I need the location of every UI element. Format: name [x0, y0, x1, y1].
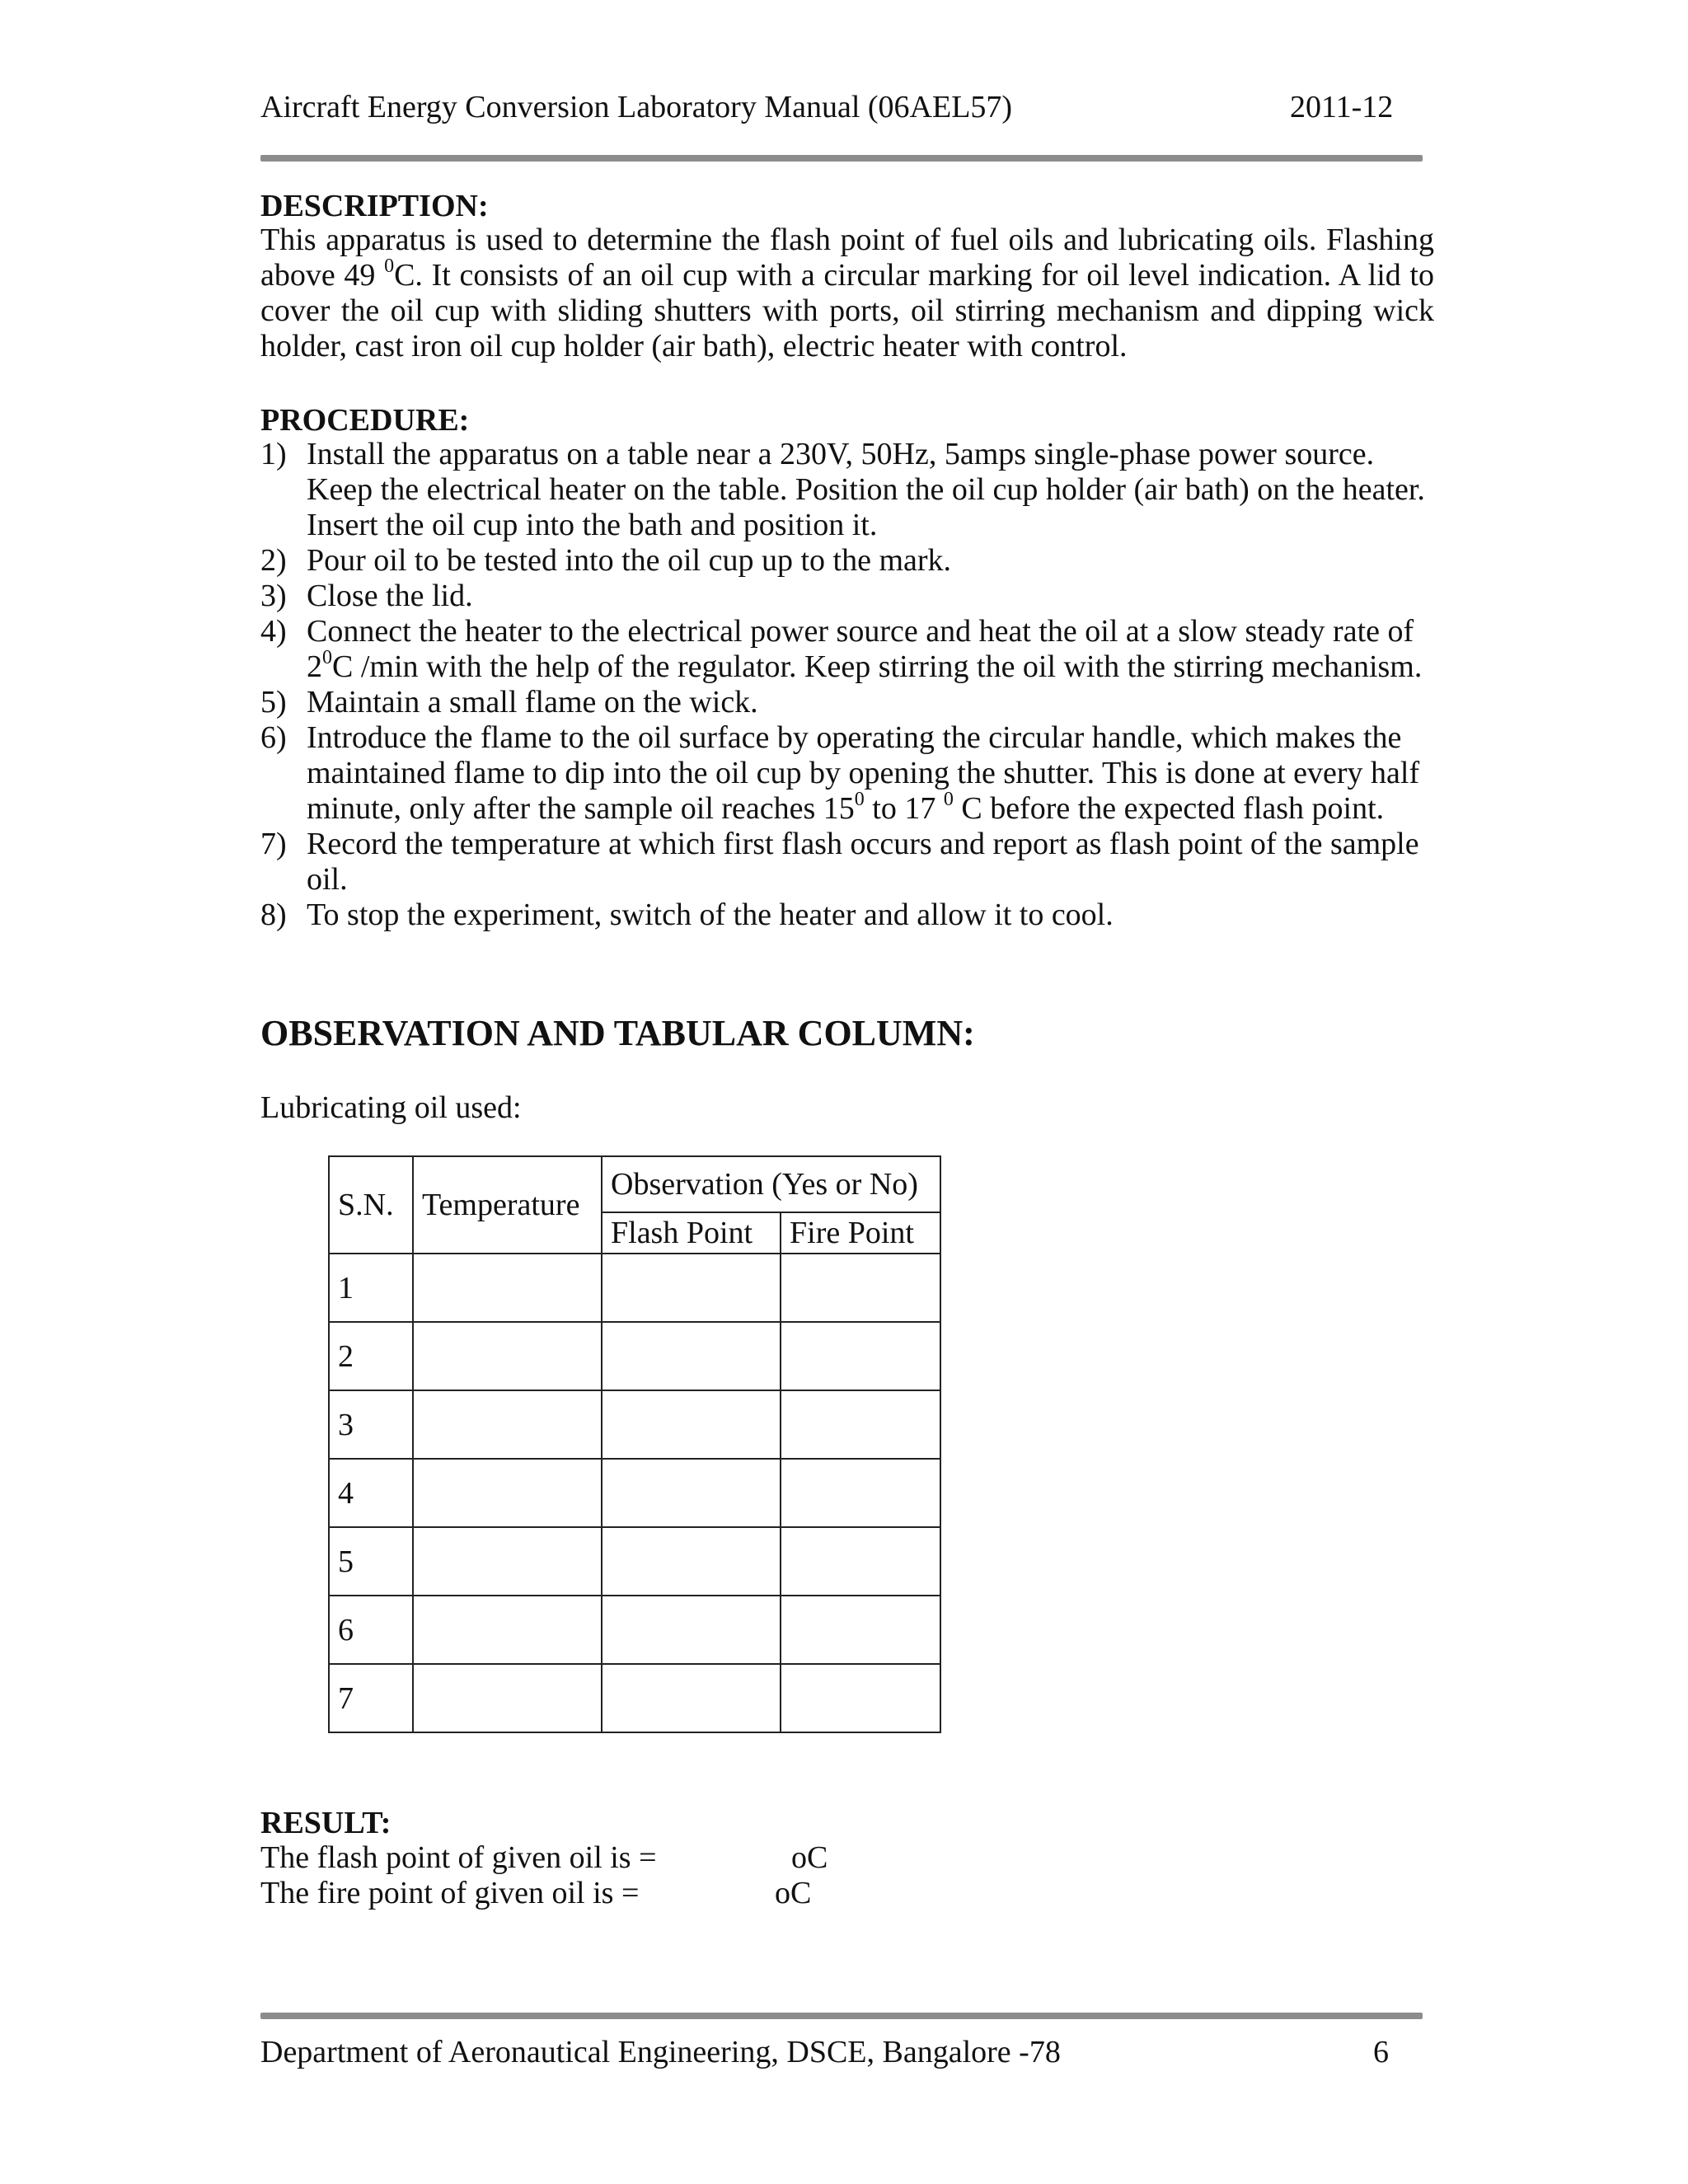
row-number: 6 — [329, 1596, 413, 1664]
col-header-fire-point: Fire Point — [781, 1212, 940, 1254]
col-header-sn: S.N. — [329, 1156, 413, 1254]
procedure-item: 7) Record the temperature at which first flash occurs and report as flash point of the sample oil. — [260, 827, 1419, 897]
header-year: 2011-12 — [1290, 90, 1394, 124]
table-row — [329, 1390, 940, 1459]
procedure-heading: PROCEDURE: — [260, 403, 470, 438]
col-header-temperature: Temperature — [413, 1156, 602, 1254]
procedure-item: 4) Connect the heater to the electrical power source and heat the oil at a slow steady rate of $2^0C$ /min with the help of the regulator. Keep stirring the oil with the stirring mechanism. — [260, 614, 1423, 684]
flash-point-cell — [602, 1527, 781, 1596]
flash-point-cell — [602, 1664, 781, 1732]
fire-point-cell — [781, 1390, 940, 1459]
lubricating-oil-label: Lubricating oil used: — [260, 1090, 522, 1125]
table-row — [329, 1459, 940, 1527]
header-rule — [260, 155, 1423, 162]
fire-point-unit: oC — [775, 1876, 812, 1910]
fire-point-cell — [781, 1664, 940, 1732]
table-row — [329, 1527, 940, 1596]
observation-table — [328, 1155, 941, 1733]
table-row — [329, 1322, 940, 1390]
flash-point-cell — [602, 1459, 781, 1527]
col-header-observation: Observation (Yes or No) — [602, 1156, 940, 1212]
row-number: 2 — [329, 1322, 413, 1390]
procedure-item: 8) To stop the experiment, switch of the heater and allow it to cool. — [260, 898, 1114, 932]
row-number: 3 — [329, 1390, 413, 1459]
fire-point-cell — [781, 1254, 940, 1322]
temperature-cell — [413, 1322, 602, 1390]
temperature-cell — [413, 1459, 602, 1527]
procedure-item: 5) Maintain a small flame on the wick. — [260, 685, 758, 719]
description-heading: DESCRIPTION: — [260, 189, 489, 223]
temperature-cell — [413, 1664, 602, 1732]
table-row — [329, 1596, 940, 1664]
page-number: 6 — [1373, 2035, 1389, 2069]
procedure-item: 6) Introduce the flame to the oil surface by operating the circular handle, which makes the maintained flame to dip into the oil cup by opening the shutter. This is done at every half minute, only after the sample oil reaches $15^0$ to 17 $^0$ C before the expected flash point. — [260, 720, 1420, 826]
procedure-item: 1) Install the apparatus on a table near a 230V, 50Hz, 5amps single-phase power source. Keep the electrical heater on the table. Position the oil cup holder (air bath) on the heater. Insert the oil cup into the bath and position it. — [260, 437, 1425, 542]
flash-point-cell — [602, 1322, 781, 1390]
flash-point-cell — [602, 1390, 781, 1459]
flash-point-cell — [602, 1596, 781, 1664]
observation-heading: OBSERVATION AND TABULAR COLUMN: — [260, 1013, 975, 1053]
temperature-cell — [413, 1390, 602, 1459]
fire-point-cell — [781, 1459, 940, 1527]
fire-point-cell — [781, 1322, 940, 1390]
procedure-item: 3) Close the lid. — [260, 579, 473, 613]
table-row — [329, 1664, 940, 1732]
flash-point-result: The flash point of given oil is = — [260, 1840, 657, 1875]
header-title: Aircraft Energy Conversion Laboratory Manual (06AEL57) — [260, 90, 1013, 124]
temperature-cell — [413, 1596, 602, 1664]
footer-department: Department of Aeronautical Engineering, DSCE, Bangalore -78 — [260, 2035, 1061, 2069]
col-header-flash-point: Flash Point — [602, 1212, 781, 1254]
fire-point-cell — [781, 1527, 940, 1596]
fire-point-result: The fire point of given oil is = — [260, 1876, 640, 1910]
description-paragraph: This apparatus is used to determine the flash point of fuel oils and lubricating oils. Flashing above 49 $^0$C. It consists of an oil cup with a circular marking for oil level indication. A lid to cover the oil cup with sliding shutters with ports, oil stirring mechanism and dipping wick holder, cast iron oil cup holder (air bath), electric heater with control. — [260, 223, 1434, 363]
row-number: 5 — [329, 1527, 413, 1596]
procedure-item: 2) Pour oil to be tested into the oil cup up to the mark. — [260, 543, 952, 578]
table-row — [329, 1254, 940, 1322]
temperature-cell — [413, 1254, 602, 1322]
row-number: 1 — [329, 1254, 413, 1322]
fire-point-cell — [781, 1596, 940, 1664]
footer-rule — [260, 2013, 1423, 2019]
row-number: 7 — [329, 1664, 413, 1732]
result-heading: RESULT: — [260, 1806, 392, 1840]
procedure-list — [260, 437, 1431, 933]
flash-point-cell — [602, 1254, 781, 1322]
flash-point-unit: oC — [791, 1840, 828, 1875]
temperature-cell — [413, 1527, 602, 1596]
row-number: 4 — [329, 1459, 413, 1527]
